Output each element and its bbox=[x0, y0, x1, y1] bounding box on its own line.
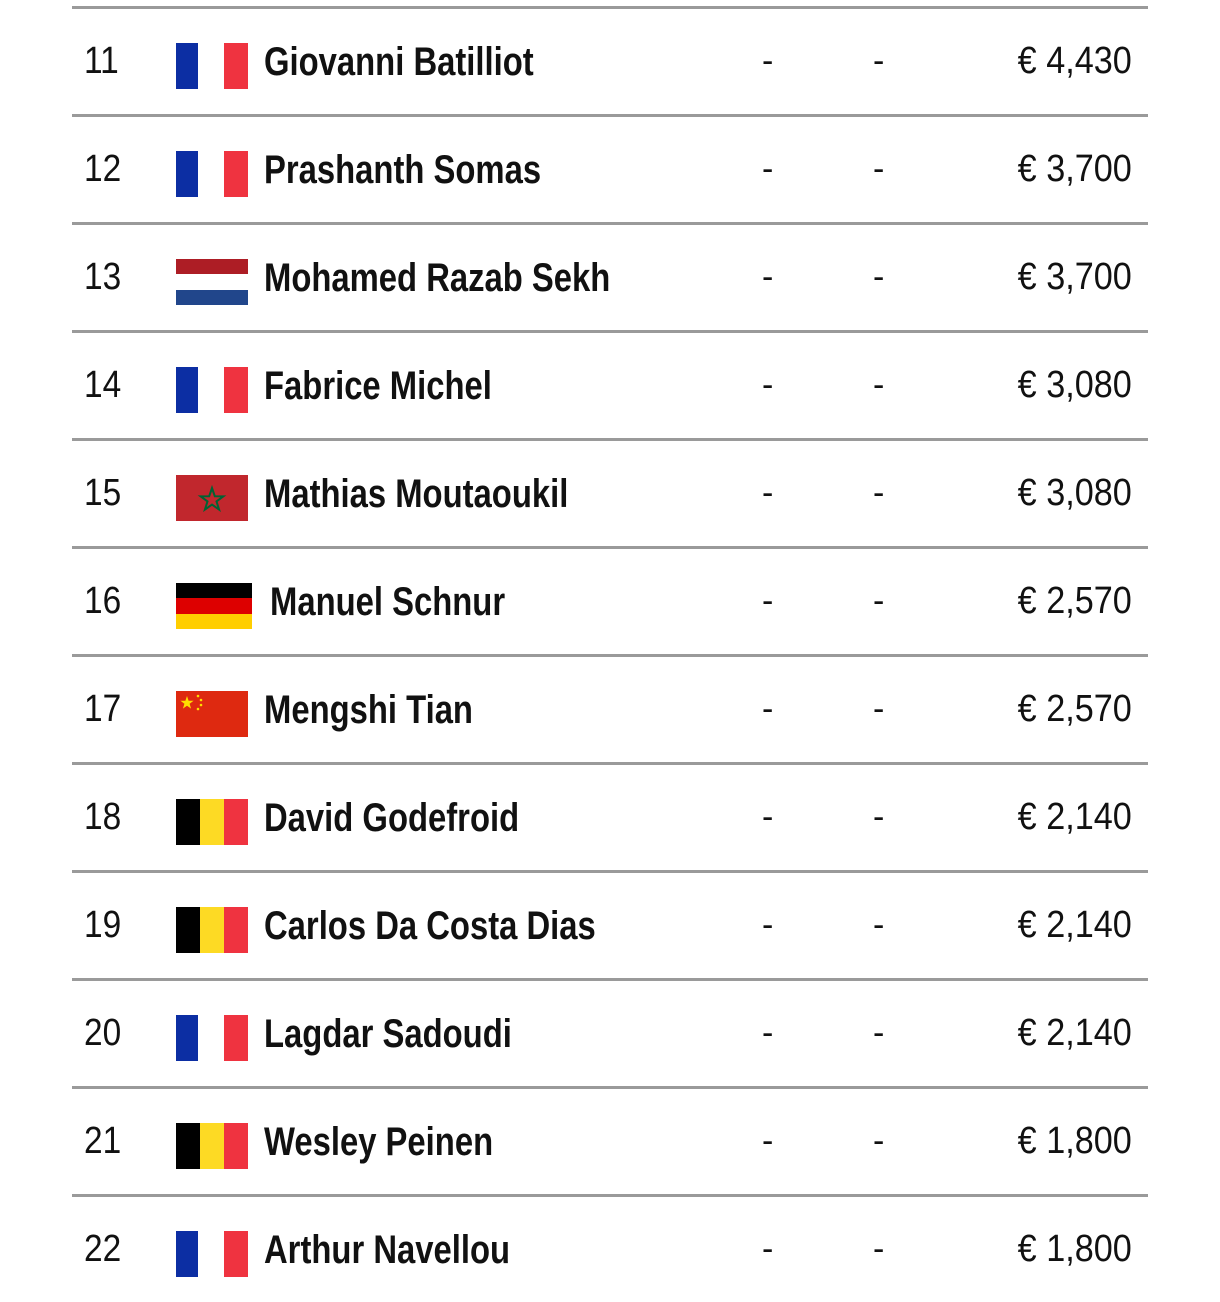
prize-amount: € 4,430 bbox=[1017, 40, 1132, 82]
prize-amount: € 2,140 bbox=[1017, 904, 1132, 946]
empty-value: - bbox=[873, 258, 885, 296]
rank: 22 bbox=[84, 1228, 122, 1270]
empty-value: - bbox=[873, 42, 885, 80]
rank: 15 bbox=[84, 472, 122, 514]
player-name[interactable]: Lagdar Sadoudi bbox=[264, 1011, 512, 1056]
player-name[interactable]: Mathias Moutaoukil bbox=[264, 471, 569, 516]
table-row bbox=[72, 1089, 1148, 1197]
empty-value: - bbox=[762, 474, 774, 512]
netherlands-flag-icon bbox=[176, 259, 248, 305]
prize-amount: € 2,570 bbox=[1017, 688, 1132, 730]
player-name[interactable]: Prashanth Somas bbox=[264, 147, 542, 192]
germany-flag-icon bbox=[176, 583, 252, 629]
empty-value: - bbox=[762, 42, 774, 80]
prize-amount: € 1,800 bbox=[1017, 1120, 1132, 1162]
prize-amount: € 1,800 bbox=[1017, 1228, 1132, 1270]
empty-value: - bbox=[873, 906, 885, 944]
empty-value: - bbox=[873, 690, 885, 728]
prize-amount: € 3,080 bbox=[1017, 472, 1132, 514]
empty-value: - bbox=[873, 474, 885, 512]
rank: 17 bbox=[84, 688, 122, 730]
empty-value: - bbox=[873, 798, 885, 836]
rank: 14 bbox=[84, 364, 122, 406]
china-flag-icon bbox=[176, 691, 248, 737]
player-name[interactable]: Manuel Schnur bbox=[270, 579, 506, 624]
prize-amount: € 3,080 bbox=[1017, 364, 1132, 406]
player-name[interactable]: Mengshi Tian bbox=[264, 687, 473, 732]
table-row bbox=[72, 549, 1148, 657]
morocco-flag-icon bbox=[176, 475, 248, 521]
empty-value: - bbox=[762, 150, 774, 188]
empty-value: - bbox=[873, 1230, 885, 1268]
empty-value: - bbox=[762, 906, 774, 944]
france-flag-icon bbox=[176, 367, 248, 413]
empty-value: - bbox=[762, 1122, 774, 1160]
player-name[interactable]: David Godefroid bbox=[264, 795, 520, 840]
empty-value: - bbox=[873, 366, 885, 404]
rank: 18 bbox=[84, 796, 122, 838]
empty-value: - bbox=[762, 1230, 774, 1268]
rank: 13 bbox=[84, 256, 122, 298]
player-name[interactable]: Giovanni Batilliot bbox=[264, 39, 534, 84]
player-name[interactable]: Mohamed Razab Sekh bbox=[264, 255, 611, 300]
player-name[interactable]: Carlos Da Costa Dias bbox=[264, 903, 596, 948]
belgium-flag-icon bbox=[176, 907, 248, 953]
belgium-flag-icon bbox=[176, 1123, 248, 1169]
table-row bbox=[72, 981, 1148, 1089]
rank: 20 bbox=[84, 1012, 122, 1054]
rank: 21 bbox=[84, 1120, 122, 1162]
prize-amount: € 2,570 bbox=[1017, 580, 1132, 622]
empty-value: - bbox=[762, 366, 774, 404]
rank: 12 bbox=[84, 148, 122, 190]
france-flag-icon bbox=[176, 43, 248, 89]
prize-amount: € 3,700 bbox=[1017, 148, 1132, 190]
prize-amount: € 2,140 bbox=[1017, 796, 1132, 838]
table-row bbox=[72, 873, 1148, 981]
results-table bbox=[72, 6, 1148, 1302]
player-name[interactable]: Fabrice Michel bbox=[264, 363, 492, 408]
empty-value: - bbox=[873, 1122, 885, 1160]
empty-value: - bbox=[762, 690, 774, 728]
table-row bbox=[72, 765, 1148, 873]
table-row bbox=[72, 117, 1148, 225]
prize-amount: € 2,140 bbox=[1017, 1012, 1132, 1054]
empty-value: - bbox=[873, 1014, 885, 1052]
table-row bbox=[72, 333, 1148, 441]
france-flag-icon bbox=[176, 151, 248, 197]
empty-value: - bbox=[873, 150, 885, 188]
empty-value: - bbox=[762, 258, 774, 296]
france-flag-icon bbox=[176, 1231, 248, 1277]
france-flag-icon bbox=[176, 1015, 248, 1061]
table-row bbox=[72, 1197, 1148, 1302]
belgium-flag-icon bbox=[176, 799, 248, 845]
rank: 11 bbox=[84, 40, 119, 82]
table-row bbox=[72, 657, 1148, 765]
empty-value: - bbox=[762, 1014, 774, 1052]
player-name[interactable]: Wesley Peinen bbox=[264, 1119, 494, 1164]
table-row bbox=[72, 441, 1148, 549]
empty-value: - bbox=[762, 582, 774, 620]
empty-value: - bbox=[762, 798, 774, 836]
empty-value: - bbox=[873, 582, 885, 620]
prize-amount: € 3,700 bbox=[1017, 256, 1132, 298]
table-row bbox=[72, 9, 1148, 117]
rank: 16 bbox=[84, 580, 122, 622]
table-row bbox=[72, 225, 1148, 333]
rank: 19 bbox=[84, 904, 122, 946]
player-name[interactable]: Arthur Navellou bbox=[264, 1227, 511, 1272]
